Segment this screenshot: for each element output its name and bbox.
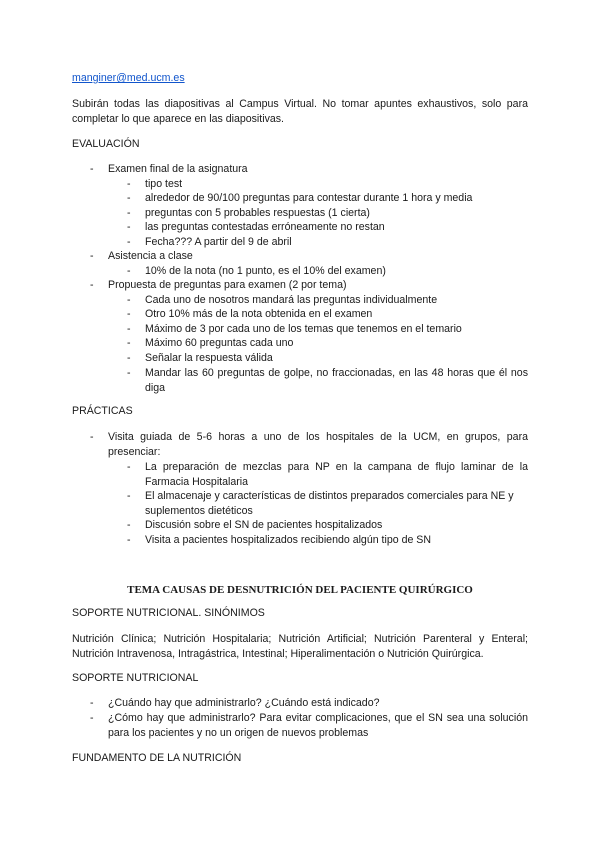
bullet: - [127,236,131,248]
sub-item-text: Señalar la respuesta válida [145,352,273,364]
bullet: - [127,207,131,219]
sub-list-item [127,191,528,206]
bullet: - [127,323,131,335]
bullet: - [90,250,94,262]
sub-list-item [127,322,528,337]
sub-list-item [127,336,528,351]
sub-item-text: tipo test [145,178,183,190]
sinonimos-paragraph: Nutrición Clínica; Nutrición Hospitalaria; Nutrición Artificial; Nutrición Parenteral y Enteral; Nutrición Intravenosa, Intragástrica, Intestinal; Hiperalimentación o Nutrición Quirúrgica. [72,633,528,660]
list-item-text: Asistencia a clase [108,250,193,262]
bullet: - [127,192,131,204]
list-item [90,249,528,264]
bullet: - [127,221,131,233]
sub-item-text: alrededor de 90/100 preguntas para contestar durante 1 hora y media [145,192,473,204]
sub-item-text: La preparación de mezclas para NP en la campana de flujo laminar de la Farmacia Hospitalaria [145,461,528,488]
bullet: - [127,352,131,364]
sub-item-text: las preguntas contestadas erróneamente no restan [145,221,385,233]
list-item-text: Visita guiada de 5-6 horas a uno de los hospitales de la UCM, en grupos, para presenciar: [108,431,528,458]
sub-item-text: Cada uno de nosotros mandará las preguntas individualmente [145,294,438,306]
bullet: - [90,431,94,443]
bullet: - [127,519,131,531]
email-link[interactable]: manginer@med.ucm.es [72,72,185,84]
sub-item-text: Visita a pacientes hospitalizados recibiendo algún tipo de SN [145,534,432,546]
sub-item-text: Mandar las 60 preguntas de golpe, no fraccionadas, en las 48 horas que él nos diga [145,367,528,394]
bullet: - [127,337,131,349]
bullet: - [127,367,131,379]
list-item [90,278,528,293]
bullet: - [127,178,131,190]
sub-list-item [127,533,528,548]
bullet: - [127,534,131,546]
sub-list-item [127,264,528,279]
bullet: - [90,279,94,291]
evaluacion-heading: EVALUACIÓN [72,138,140,150]
fundamento-heading: FUNDAMENTO DE LA NUTRICIÓN [72,752,242,764]
bullet: - [90,163,94,175]
practicas-heading: PRÁCTICAS [72,405,133,417]
sub-list-item [127,206,528,221]
sub-list-item [127,518,528,533]
sub-item-text: Máximo de 3 por cada uno de los temas que tenemos en el temario [145,323,462,335]
sub-list-item [127,235,528,250]
sub-list-item [127,351,528,366]
sub-list-item [127,220,528,235]
list-item [90,696,528,711]
sub-list-item [127,366,528,395]
list-item [90,711,528,740]
tema-title: TEMA CAUSAS DE DESNUTRICIÓN DEL PACIENTE QUIRÚRGICO [127,584,473,596]
sub-list-item [127,177,528,192]
sub-item-text: 10% de la nota (no 1 punto, es el 10% del examen) [145,265,386,277]
sub-item-text: Fecha??? A partir del 9 de abril [145,236,292,248]
bullet: - [90,697,94,709]
sub-list-item [127,489,528,518]
sub-item-text: preguntas con 5 probables respuestas (1 cierta) [145,207,370,219]
sinonimos-heading: SOPORTE NUTRICIONAL. SINÓNIMOS [72,607,265,619]
sub-item-text: Máximo 60 preguntas cada uno [145,337,294,349]
bullet: - [127,265,131,277]
list-item-text: Examen final de la asignatura [108,163,248,175]
sub-list-item [127,293,528,308]
bullet: - [127,294,131,306]
list-item-text: ¿Cuándo hay que administrarlo? ¿Cuándo está indicado? [108,697,380,709]
list-item-text: ¿Cómo hay que administrarlo? Para evitar complicaciones, que el SN sea una solución para los pacientes y no un origen de nuevos problemas [108,712,528,739]
list-item [90,430,528,459]
intro-paragraph: Subirán todas las diapositivas al Campus Virtual. No tomar apuntes exhaustivos, solo para completar lo que aparece en las diapositivas. [72,98,528,125]
bullet: - [127,490,131,502]
bullet: - [90,712,94,724]
sub-item-text: El almacenaje y características de distintos preparados comerciales para NE y suplementos dietéticos [145,490,514,517]
list-item [90,162,528,177]
bullet: - [127,308,131,320]
list-item-text: Propuesta de preguntas para examen (2 por tema) [108,279,347,291]
sub-list-item [127,460,528,489]
sub-item-text: Otro 10% más de la nota obtenida en el examen [145,308,373,320]
sub-item-text: Discusión sobre el SN de pacientes hospitalizados [145,519,383,531]
bullet: - [127,461,131,473]
sub-list-item [127,307,528,322]
soporte-heading: SOPORTE NUTRICIONAL [72,672,199,684]
